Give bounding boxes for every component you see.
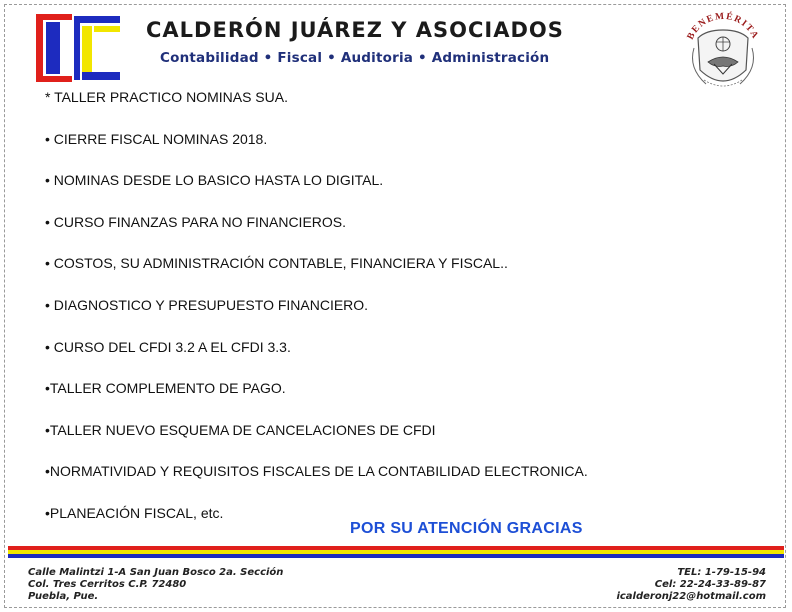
- list-item: • NOMINAS DESDE LO BASICO HASTA LO DIGITAL.: [45, 172, 384, 189]
- list-item: •NORMATIVIDAD Y REQUISITOS FISCALES DE LA CONTABILIDAD ELECTRONICA.: [45, 463, 588, 480]
- footer-contact: [616, 567, 766, 603]
- seal-text: BENEMÉRITA: [685, 11, 761, 42]
- list-item: • DIAGNOSTICO Y PRESUPUESTO FINANCIERO.: [45, 296, 369, 313]
- address-line: Col. Tres Cerritos C.P. 72480: [28, 579, 187, 590]
- stripe-blue: [8, 554, 784, 558]
- list-item: • CURSO DEL CFDI 3.2 A EL CFDI 3.3.: [45, 338, 291, 355]
- company-name: CALDERÓN JUÁREZ Y ASOCIADOS: [146, 18, 564, 42]
- university-seal-icon: [676, 8, 770, 102]
- color-stripes: [8, 546, 784, 558]
- address-line: Puebla, Pue.: [28, 591, 99, 602]
- company-tagline: Contabilidad • Fiscal • Auditoria • Administración: [160, 50, 550, 66]
- company-logo: [34, 14, 122, 82]
- thanks-message: POR SU ATENCIÓN GRACIAS: [350, 520, 583, 537]
- contact-phone: TEL: 1-79-15-94: [677, 567, 766, 578]
- address-line: Calle Malintzi 1-A San Juan Bosco 2a. Sección: [28, 567, 284, 578]
- course-list: [45, 90, 745, 520]
- list-item: • CIERRE FISCAL NOMINAS 2018.: [45, 130, 268, 147]
- list-item: • CURSO FINANZAS PARA NO FINANCIEROS.: [45, 213, 347, 230]
- list-item: •TALLER NUEVO ESQUEMA DE CANCELACIONES DE CFDI: [45, 421, 436, 438]
- list-item: • COSTOS, SU ADMINISTRACIÓN CONTABLE, FINANCIERA Y FISCAL..: [45, 255, 508, 272]
- list-item: * TALLER PRACTICO NOMINAS SUA.: [45, 89, 288, 105]
- list-item: •TALLER COMPLEMENTO DE PAGO.: [45, 380, 286, 397]
- contact-cell: Cel: 22-24-33-89-87: [654, 579, 766, 590]
- list-item: •PLANEACIÓN FISCAL, etc.: [45, 504, 224, 521]
- footer-address: [28, 567, 283, 603]
- contact-email[interactable]: icalderonj22@hotmail.com: [616, 591, 766, 602]
